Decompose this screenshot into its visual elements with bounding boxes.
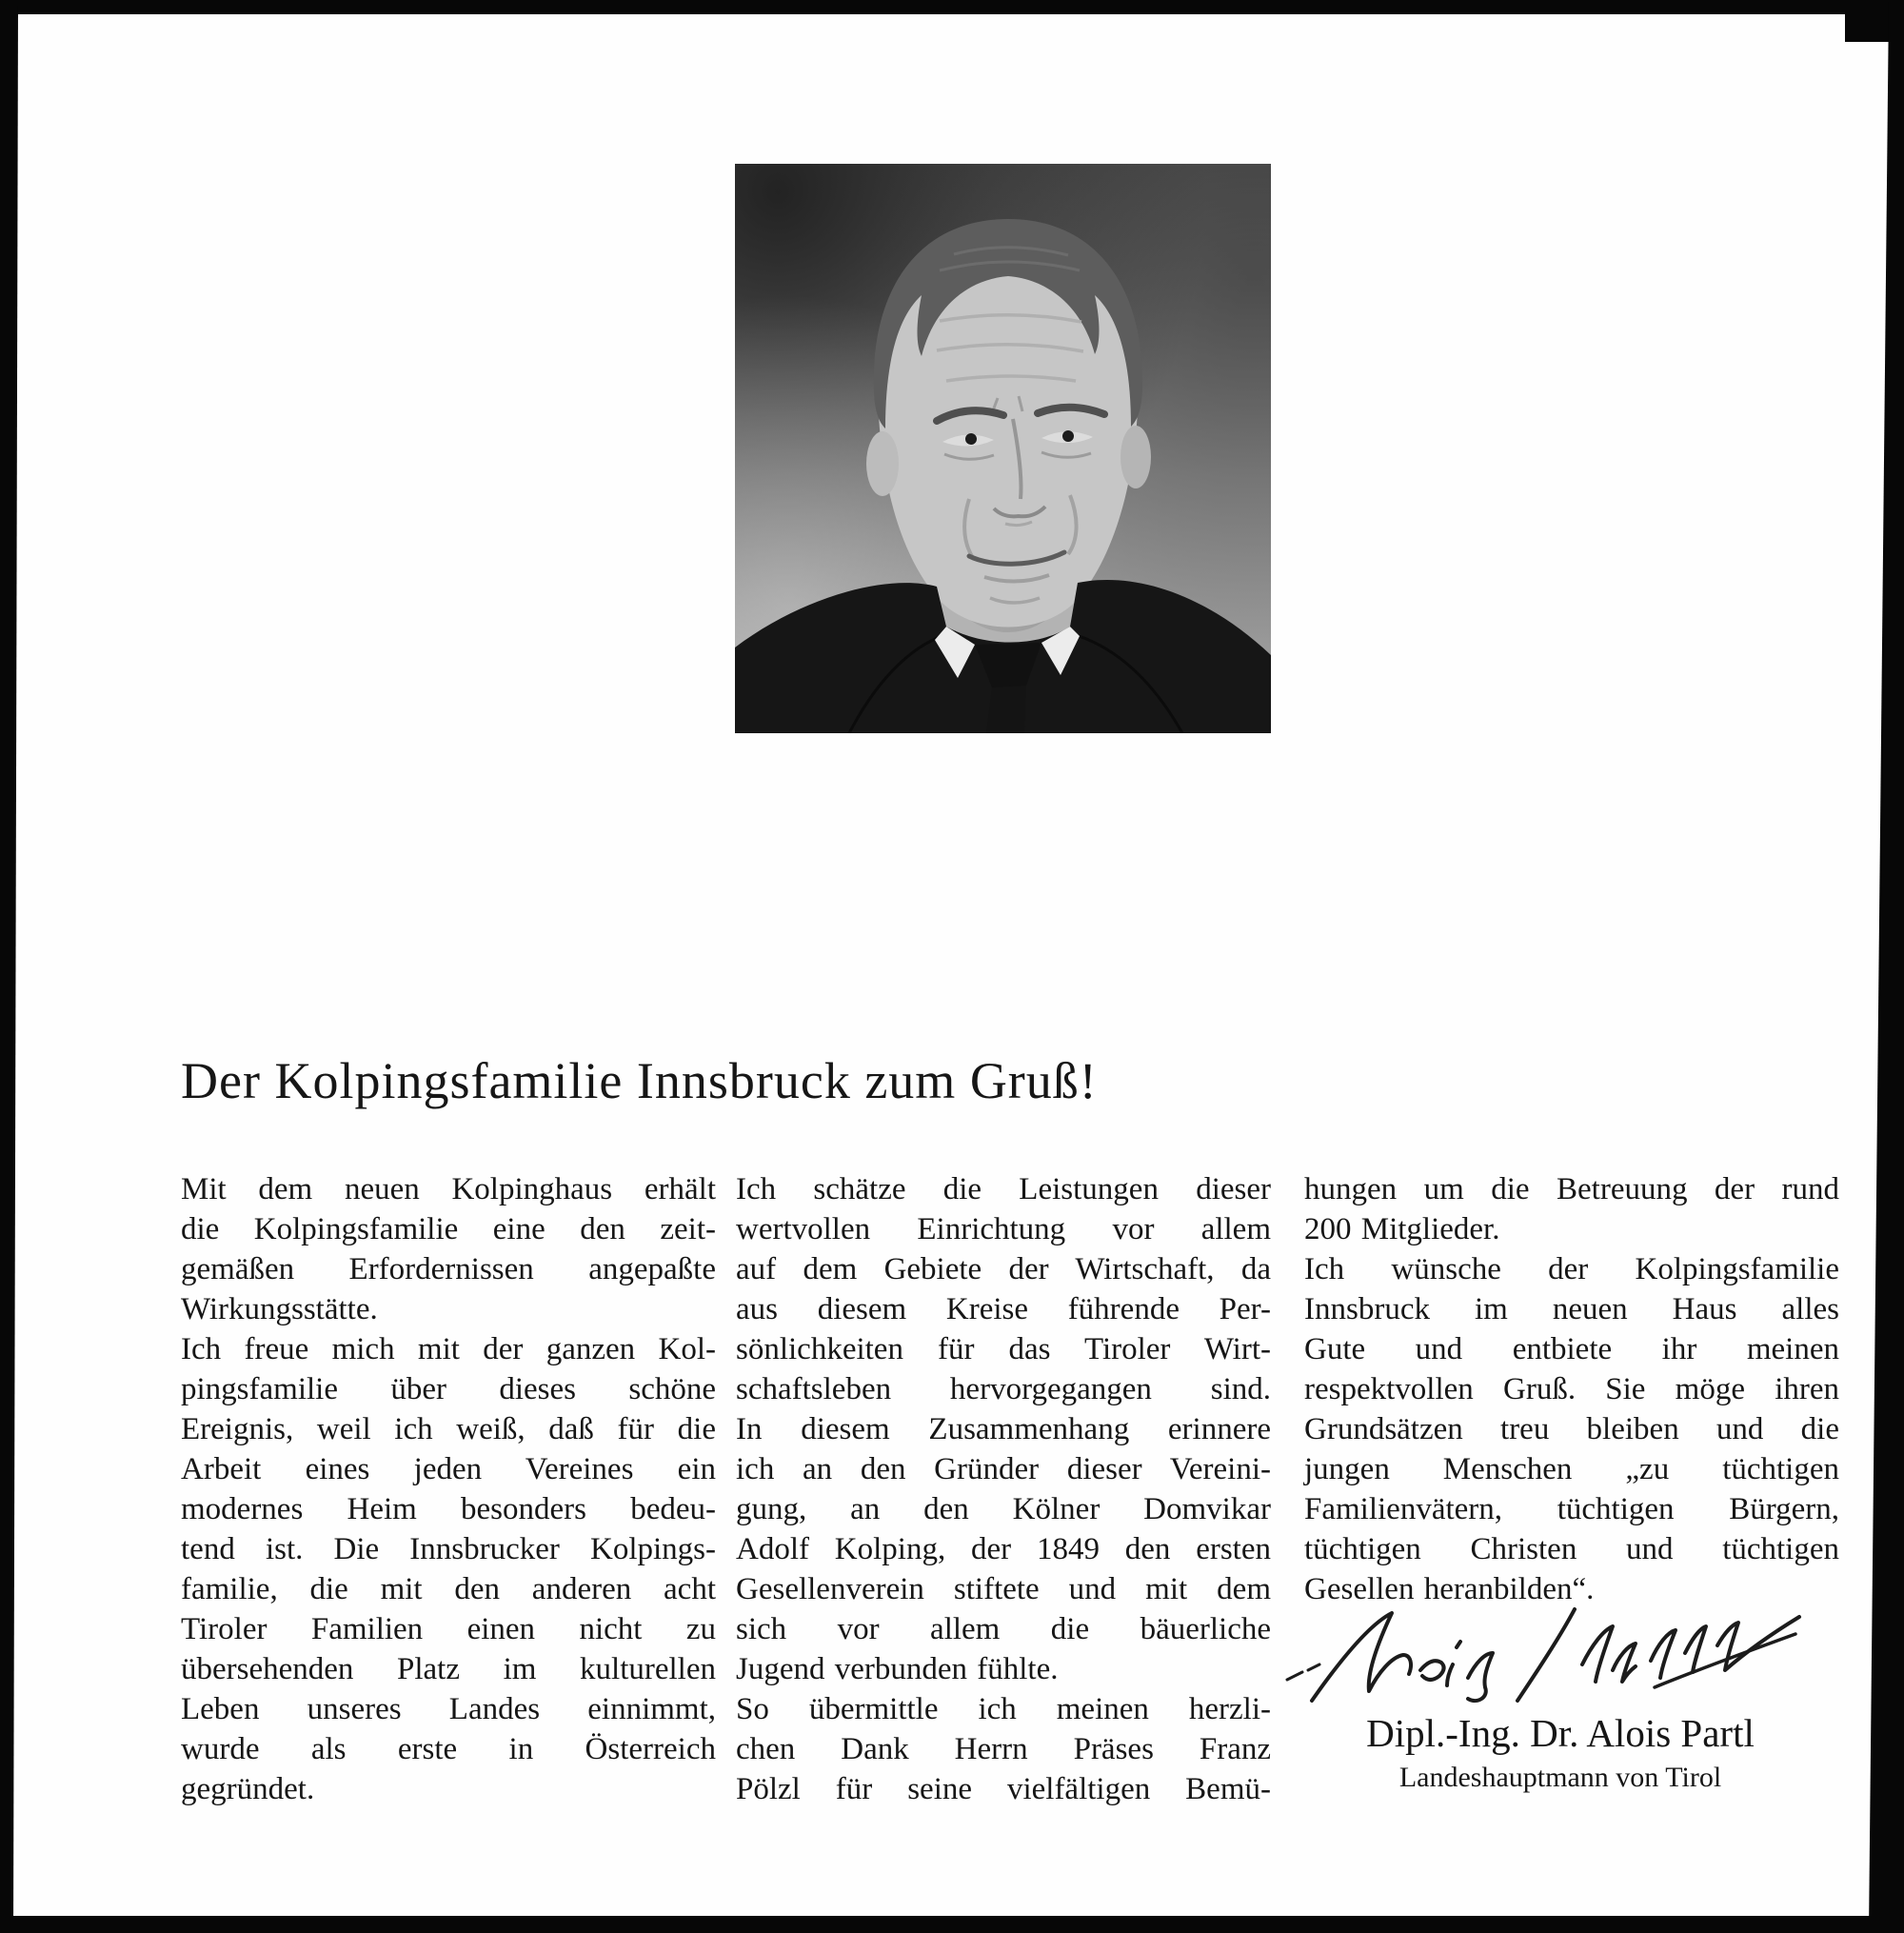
text-line: aus diesem Kreise führende Per-	[736, 1292, 1271, 1326]
text-line: Mit dem neuen Kolpinghaus erhält	[181, 1172, 716, 1206]
text-line: auf dem Gebiete der Wirtschaft, da	[736, 1252, 1271, 1286]
text-line: Ereignis, weil ich weiß, daß für die	[181, 1412, 716, 1446]
text-line: pingsfamilie über dieses schöne	[181, 1372, 716, 1406]
page-title: Der Kolpingsfamilie Innsbruck zum Gruß!	[181, 1052, 1098, 1109]
text-line: Ich freue mich mit der ganzen Kol-	[181, 1332, 716, 1366]
text-line: sönlichkeiten für das Tiroler Wirt-	[736, 1332, 1271, 1366]
text-column-1	[181, 1169, 716, 1809]
text-line: gung, an den Kölner Domvikar	[736, 1492, 1271, 1526]
text-line: gemäßen Erfordernissen angepaßte	[181, 1252, 716, 1286]
text-line: sich vor allem die bäuerliche	[736, 1612, 1271, 1646]
signature-image	[1278, 1604, 1807, 1710]
text-line: hungen um die Betreuung der rund	[1304, 1172, 1839, 1206]
text-line: Innsbruck im neuen Haus alles	[1304, 1292, 1839, 1326]
text-line: gegründet.	[181, 1772, 315, 1806]
text-line: Jugend verbunden fühlte.	[736, 1652, 1059, 1686]
text-line: Ich schätze die Leistungen dieser	[736, 1172, 1271, 1206]
text-line: Pölzl für seine vielfältigen Bemü-	[736, 1772, 1271, 1806]
text-line: Ich wünsche der Kolpingsfamilie	[1304, 1252, 1839, 1286]
text-line: Familienvätern, tüchtigen Bürgern,	[1304, 1492, 1839, 1526]
text-line: Adolf Kolping, der 1849 den ersten	[736, 1532, 1271, 1566]
text-line: Gesellen heranbilden“.	[1304, 1572, 1595, 1606]
text-line: wertvollen Einrichtung vor allem	[736, 1212, 1271, 1246]
text-line: ich an den Gründer dieser Vereini-	[736, 1452, 1271, 1486]
text-line: In diesem Zusammenhang erinnere	[736, 1412, 1271, 1446]
text-line: Grundsätzen treu bleiben und die	[1304, 1412, 1839, 1446]
text-line: chen Dank Herrn Präses Franz	[736, 1732, 1271, 1766]
text-line: familie, die mit den anderen acht	[181, 1572, 716, 1606]
text-line: tend ist. Die Innsbrucker Kolpings-	[181, 1532, 716, 1566]
portrait-photo	[735, 164, 1271, 733]
text-line: Arbeit eines jeden Vereines ein	[181, 1452, 716, 1486]
text-line: respektvollen Gruß. Sie möge ihren	[1304, 1372, 1839, 1406]
text-line: Leben unseres Landes einnimmt,	[181, 1692, 716, 1726]
text-column-3	[1304, 1169, 1839, 1609]
signatory-title: Landeshauptmann von Tirol	[1398, 1762, 1722, 1793]
text-line: jungen Menschen „zu tüchtigen	[1304, 1452, 1839, 1486]
text-line: modernes Heim besonders bedeu-	[181, 1492, 716, 1526]
text-line: übersehenden Platz im kulturellen	[181, 1652, 716, 1686]
text-line: So übermittle ich meinen herzli-	[736, 1692, 1271, 1726]
text-line: Gute und entbiete ihr meinen	[1304, 1332, 1839, 1366]
signatory-name: Dipl.-Ing. Dr. Alois Partl	[1366, 1711, 1755, 1755]
text-line: schaftsleben hervorgegangen sind.	[736, 1372, 1271, 1406]
text-line: Wirkungsstätte.	[181, 1292, 378, 1326]
text-line: 200 Mitglieder.	[1304, 1212, 1500, 1246]
text-column-2	[736, 1169, 1271, 1809]
text-line: Gesellenverein stiftete und mit dem	[736, 1572, 1271, 1606]
text-line: wurde als erste in Österreich	[181, 1732, 716, 1766]
text-line: Tiroler Familien einen nicht zu	[181, 1612, 716, 1646]
text-line: die Kolpingsfamilie eine den zeit-	[181, 1212, 716, 1246]
text-line: tüchtigen Christen und tüchtigen	[1304, 1532, 1839, 1566]
portrait-photo-image	[735, 164, 1271, 733]
